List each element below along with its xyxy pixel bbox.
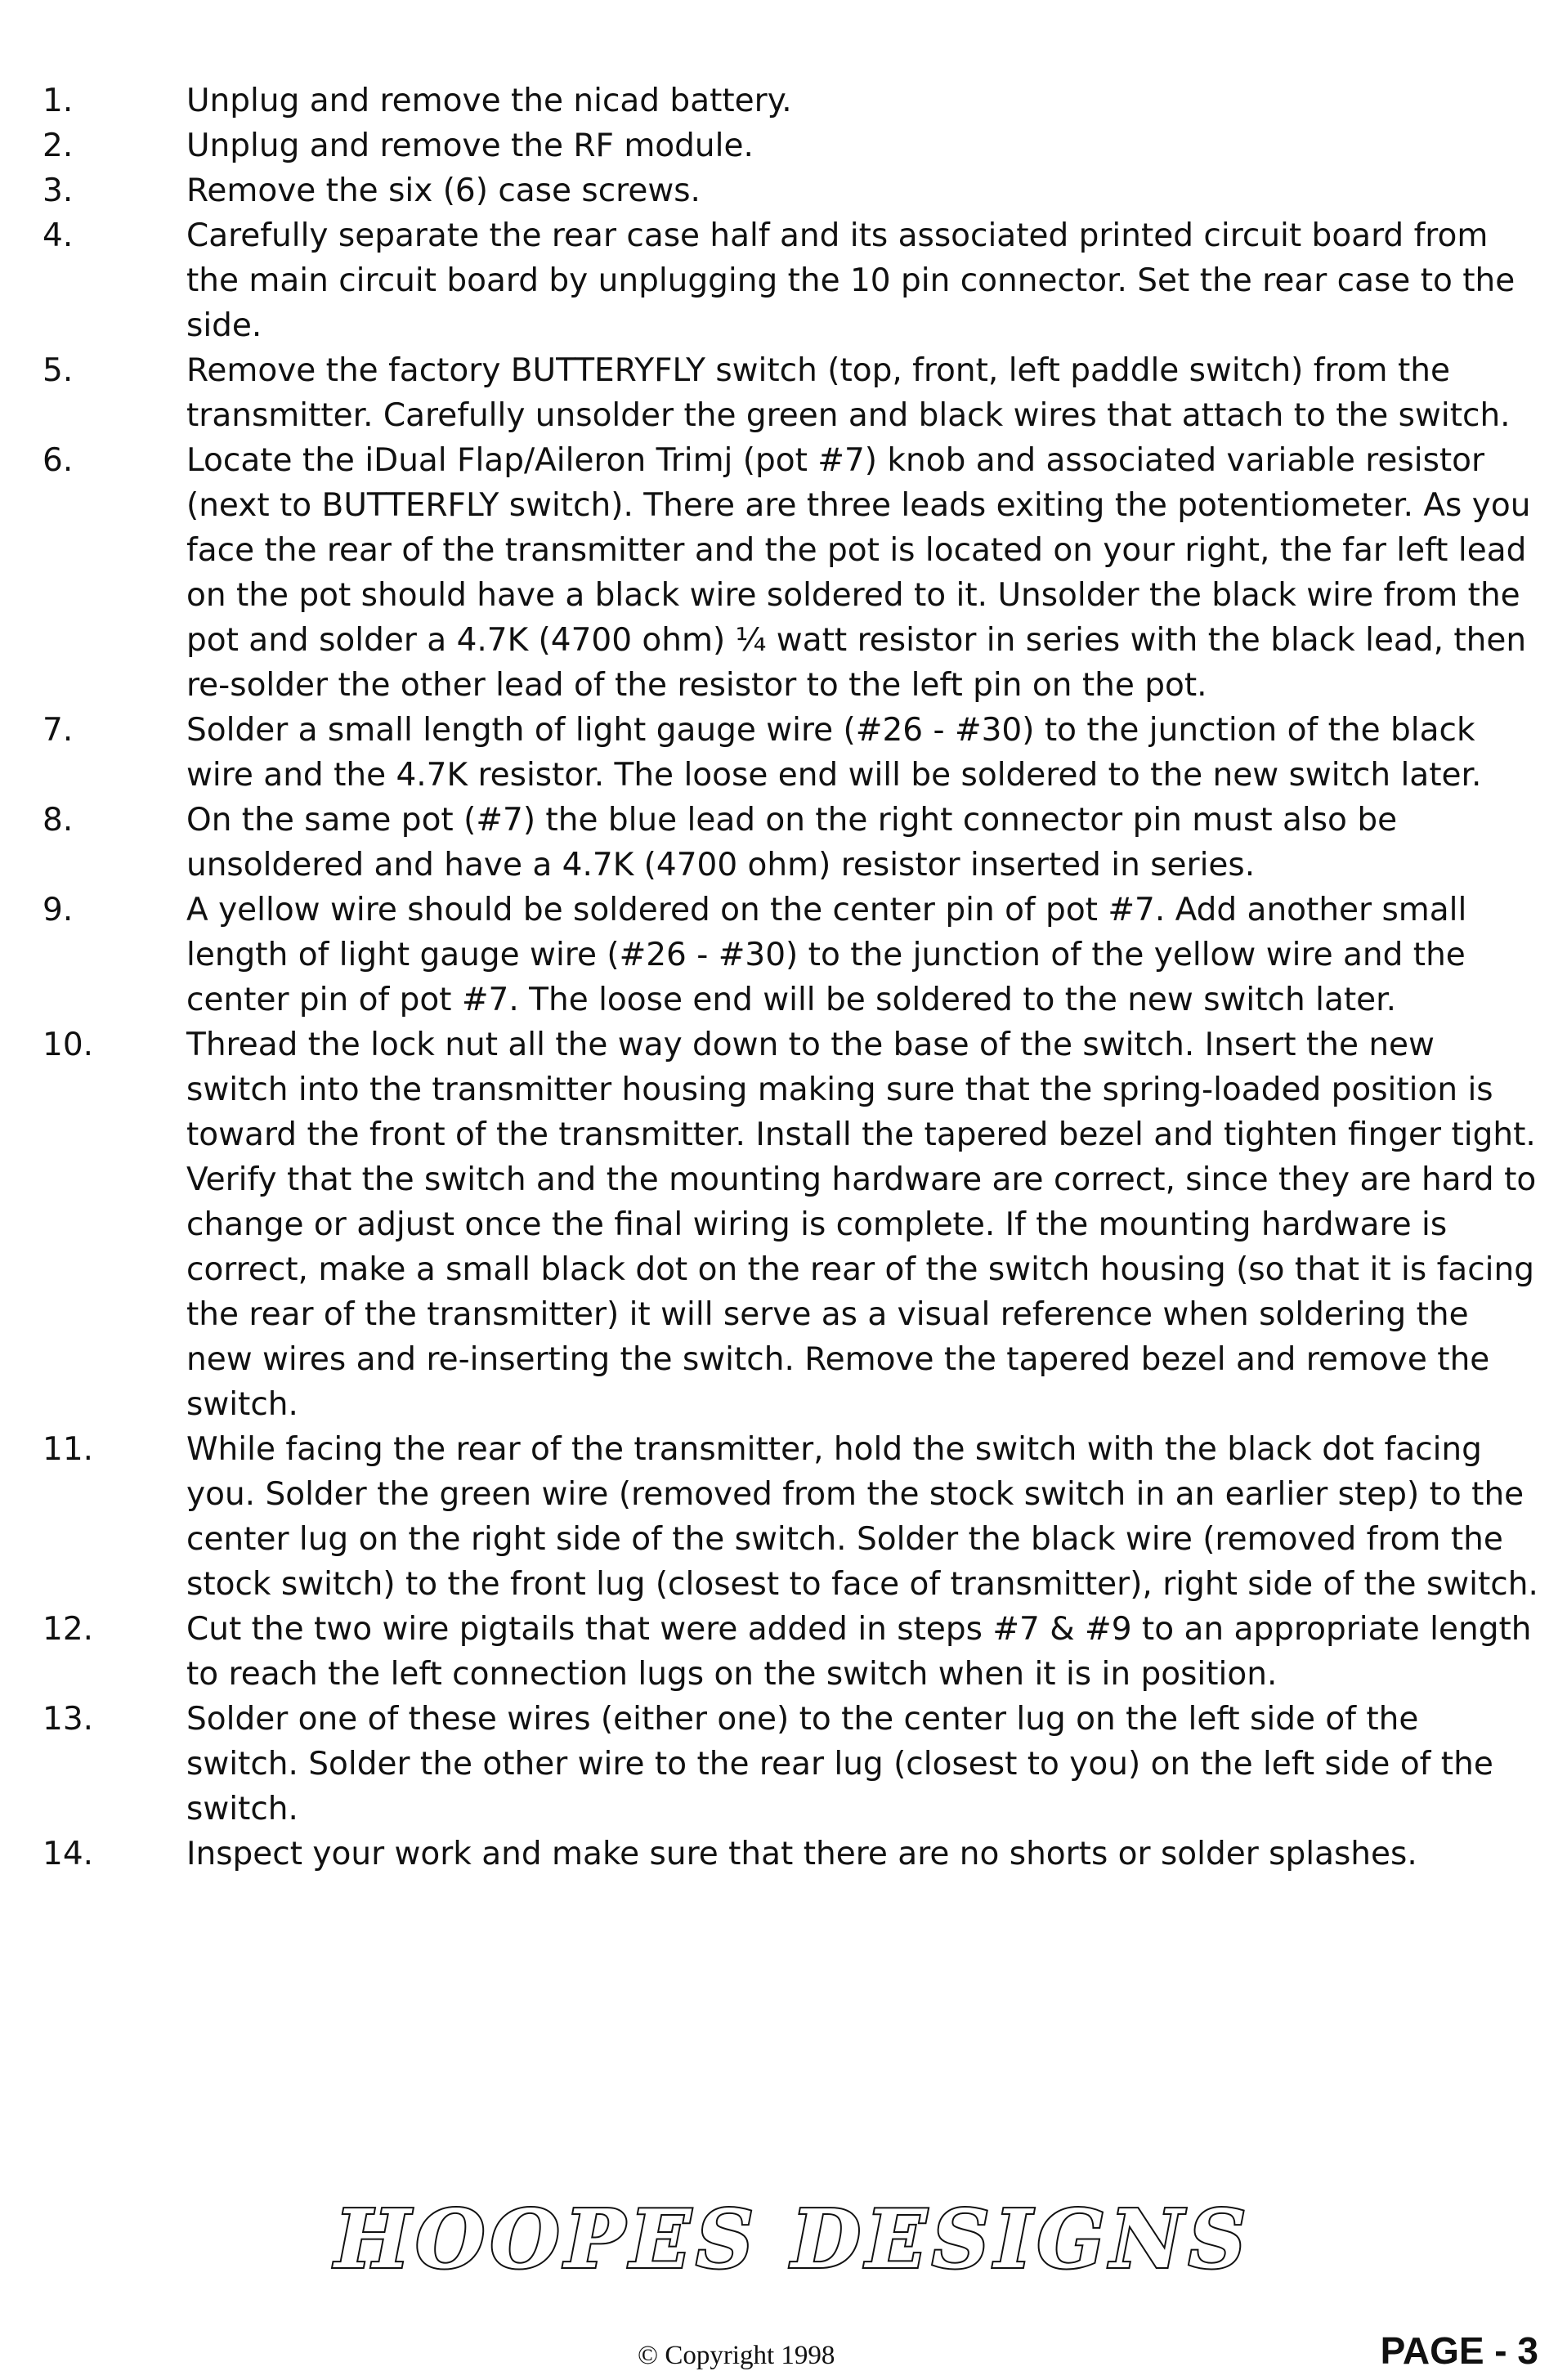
hoopes-designs-logo <box>334 2192 1251 2290</box>
step-12 <box>43 1607 1538 1697</box>
step-text: Solder a small length of light gauge wire (#26 - #30) to the junction of the black wire and the 4.7K resistor. The loose end will be soldered to the new switch later. <box>186 712 1482 794</box>
step-number: 4. <box>43 217 74 254</box>
step-text: Thread the lock nut all the way down to the base of the switch. Insert the new switch into the transmitter housing making sure that the spring-loaded position is toward the front of the transmitter. Install the tapered bezel and tighten finger tight. Verify that the switch and the mounting hardware are correct, since they are hard to change or adjust once the final wiring is complete. If the mounting hardware is correct, make a small black dot on the rear of the switch housing (so that it is facing the rear of the transmitter) it will serve as a visual reference when soldering the new wires and re-inserting the switch. Remove the tapered bezel and remove the switch. <box>186 1027 1537 1423</box>
page-number: PAGE - 3 <box>1380 2329 1538 2372</box>
step-number: 11. <box>43 1431 94 1468</box>
step-text: Unplug and remove the RF module. <box>186 128 754 164</box>
step-9 <box>43 888 1538 1022</box>
step-8 <box>43 798 1538 888</box>
step-6 <box>43 438 1538 708</box>
step-number: 13. <box>43 1701 94 1738</box>
step-text: Locate the iDual Flap/Aileron Trimj (pot #7) knob and associated variable resistor (next to BUTTERFLY switch). There are three leads exiting the potentiometer. As you face the rear of the transmitter and the pot is located on your right, the far left lead on the pot should have a black wire soldered to it. Unsolder the black wire from the pot and solder a 4.7K (4700 ohm) ¼ watt resistor in series with the black lead, then re-solder the other lead of the resistor to the left pin on the pot. <box>186 442 1531 704</box>
step-number: 9. <box>43 892 74 928</box>
logo-text: HOOPES DESIGNS <box>334 2193 1251 2287</box>
step-text: Remove the factory BUTTERYFLY switch (top, front, left paddle switch) from the transmitter. Carefully unsolder the green and black wires that attach to the switch. <box>186 352 1511 434</box>
step-text: A yellow wire should be soldered on the center pin of pot #7. Add another small length of light gauge wire (#26 - #30) to the junction of the yellow wire and the center pin of pot #7. The loose end will be soldered to the new switch later. <box>186 892 1467 1018</box>
step-3 <box>43 168 1538 213</box>
step-1 <box>43 78 1538 123</box>
step-13 <box>43 1697 1538 1832</box>
step-14 <box>43 1832 1538 1877</box>
step-text: Solder one of these wires (either one) to the center lug on the left side of the switch. Solder the other wire to the rear lug (closest to you) on the left side of the switch. <box>186 1701 1493 1828</box>
step-number: 10. <box>43 1027 94 1063</box>
step-text: Unplug and remove the nicad battery. <box>186 83 792 119</box>
step-number: 14. <box>43 1836 94 1872</box>
step-11 <box>43 1427 1538 1607</box>
step-text: While facing the rear of the transmitter, hold the switch with the black dot facing you. Solder the green wire (removed from the stock switch in an earlier step) to the center lug on the right side of the switch. Solder the black wire (removed from the stock switch) to the front lug (closest to face of transmitter), right side of the switch. <box>186 1431 1538 1603</box>
step-2 <box>43 123 1538 168</box>
step-text: Cut the two wire pigtails that were added in steps #7 & #9 to an appropriate length to reach the left connection lugs on the switch when it is in position. <box>186 1611 1532 1693</box>
step-10 <box>43 1022 1538 1427</box>
step-number: 2. <box>43 128 74 164</box>
step-number: 8. <box>43 802 74 839</box>
step-text: Inspect your work and make sure that there are no shorts or solder splashes. <box>186 1836 1417 1872</box>
copyright-notice: © Copyright 1998 <box>638 2341 835 2370</box>
step-number: 3. <box>43 172 74 209</box>
instruction-list <box>43 78 1538 1877</box>
step-4 <box>43 213 1538 348</box>
step-number: 6. <box>43 442 74 479</box>
step-number: 5. <box>43 352 74 389</box>
step-text: Remove the six (6) case screws. <box>186 172 701 209</box>
step-number: 1. <box>43 83 74 119</box>
step-number: 7. <box>43 712 74 749</box>
step-5 <box>43 348 1538 438</box>
step-7 <box>43 708 1538 798</box>
step-text: On the same pot (#7) the blue lead on the right connector pin must also be unsoldered and have a 4.7K (4700 ohm) resistor inserted in series. <box>186 802 1398 884</box>
step-number: 12. <box>43 1611 94 1648</box>
step-text: Carefully separate the rear case half and its associated printed circuit board from the main circuit board by unplugging the 10 pin connector. Set the rear case to the side. <box>186 217 1516 344</box>
